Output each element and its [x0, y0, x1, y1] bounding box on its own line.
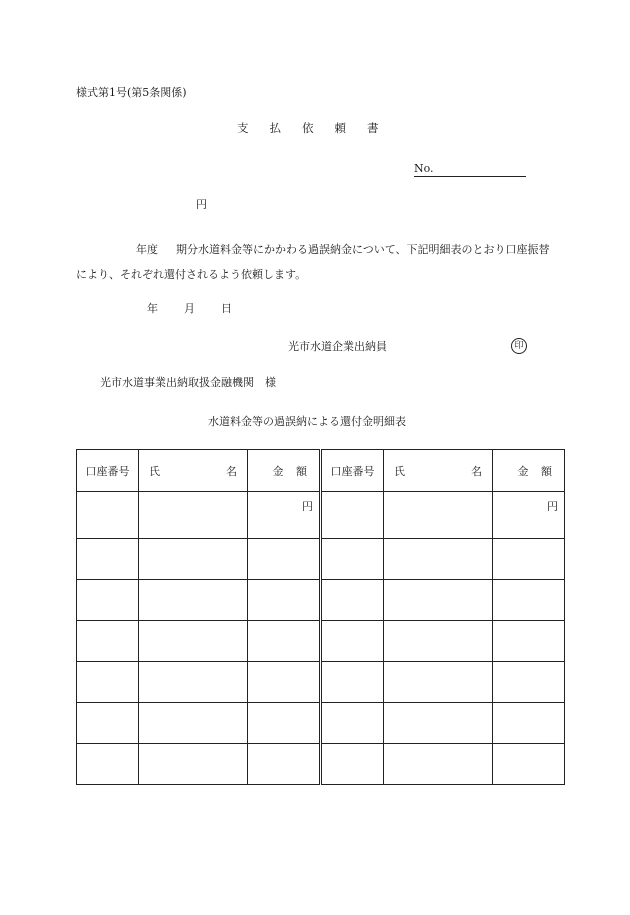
name-cell[interactable]	[384, 744, 493, 785]
amount-cell[interactable]	[248, 703, 321, 744]
header-amount-b-2: 額	[541, 464, 552, 478]
name-cell[interactable]	[139, 744, 248, 785]
document-title: 支払依頼書	[237, 121, 400, 135]
table-row	[77, 492, 565, 539]
amount-cell[interactable]	[493, 539, 565, 580]
header-amount-a-2: 金	[517, 464, 529, 478]
number-label: No.	[414, 162, 434, 175]
yen-amount-line: 円	[196, 198, 207, 211]
name-cell[interactable]	[384, 539, 493, 580]
amount-cell[interactable]: 円	[493, 492, 565, 539]
name-cell[interactable]	[139, 580, 248, 621]
name-cell[interactable]	[139, 662, 248, 703]
header-amount-2	[493, 450, 565, 492]
date-month-label: 月	[184, 302, 195, 315]
name-cell[interactable]	[384, 703, 493, 744]
amount-cell[interactable]	[248, 621, 321, 662]
amount-cell[interactable]	[493, 703, 565, 744]
name-cell[interactable]	[384, 662, 493, 703]
amount-cell[interactable]	[248, 580, 321, 621]
table-row	[77, 621, 565, 662]
name-cell[interactable]	[139, 492, 248, 539]
header-account-no-2: 口座番号	[321, 450, 384, 492]
header-name-b-2: 名	[471, 464, 482, 478]
name-cell[interactable]	[384, 621, 493, 662]
name-cell[interactable]	[139, 539, 248, 580]
date-line	[147, 302, 232, 316]
header-amount-b: 額	[296, 464, 307, 478]
account-no-cell[interactable]	[321, 703, 384, 744]
header-amount	[248, 450, 321, 492]
amount-cell[interactable]	[493, 744, 565, 785]
header-name-a: 氏	[149, 464, 160, 478]
account-no-cell[interactable]	[321, 744, 384, 785]
name-cell[interactable]	[384, 492, 493, 539]
account-no-cell[interactable]	[77, 662, 139, 703]
refund-detail-table	[76, 449, 557, 779]
header-name-a-2: 氏	[394, 464, 405, 478]
header-name-2	[384, 450, 493, 492]
amount-cell[interactable]	[493, 580, 565, 621]
amount-cell[interactable]	[493, 621, 565, 662]
account-no-cell[interactable]	[321, 539, 384, 580]
table-title: 水道料金等の過誤納による還付金明細表	[208, 415, 406, 428]
amount-cell[interactable]	[248, 662, 321, 703]
account-no-cell[interactable]	[77, 744, 139, 785]
header-name-b: 名	[226, 464, 237, 478]
date-year-label: 年	[147, 302, 158, 315]
number-field	[414, 162, 526, 177]
table-row	[77, 580, 565, 621]
amount-cell[interactable]: 円	[248, 492, 321, 539]
header-amount-a: 金	[272, 464, 284, 478]
seal-mark: 印	[511, 338, 527, 354]
name-cell[interactable]	[139, 703, 248, 744]
table-row	[77, 703, 565, 744]
header-account-no: 口座番号	[77, 450, 139, 492]
account-no-cell[interactable]	[321, 580, 384, 621]
form-number: 様式第1号(第5条関係)	[76, 86, 187, 99]
table-row	[77, 744, 565, 785]
table-row	[77, 662, 565, 703]
table-header-row	[77, 450, 565, 492]
account-no-cell[interactable]	[321, 621, 384, 662]
request-sentence: 期分水道料金等にかかわる過誤納金について、下記明細表のとおり口座振替により、それぞれ還付されるよう依頼します。	[76, 243, 550, 281]
date-day-label: 日	[221, 302, 232, 315]
account-no-cell[interactable]	[321, 492, 384, 539]
account-no-cell[interactable]	[77, 539, 139, 580]
addressee: 光市水道事業出納取扱金融機関 様	[100, 376, 276, 389]
table-row	[77, 539, 565, 580]
account-no-cell[interactable]	[77, 492, 139, 539]
table-body	[77, 492, 565, 785]
amount-cell[interactable]	[248, 744, 321, 785]
fiscal-year-label: 年度	[136, 243, 158, 256]
name-cell[interactable]	[139, 621, 248, 662]
request-body-text	[76, 237, 556, 287]
account-no-cell[interactable]	[77, 703, 139, 744]
amount-cell[interactable]	[493, 662, 565, 703]
account-no-cell[interactable]	[321, 662, 384, 703]
amount-cell[interactable]	[248, 539, 321, 580]
name-cell[interactable]	[384, 580, 493, 621]
issuer-name: 光市水道企業出納員	[288, 340, 387, 353]
account-no-cell[interactable]	[77, 621, 139, 662]
account-no-cell[interactable]	[77, 580, 139, 621]
header-name	[139, 450, 248, 492]
